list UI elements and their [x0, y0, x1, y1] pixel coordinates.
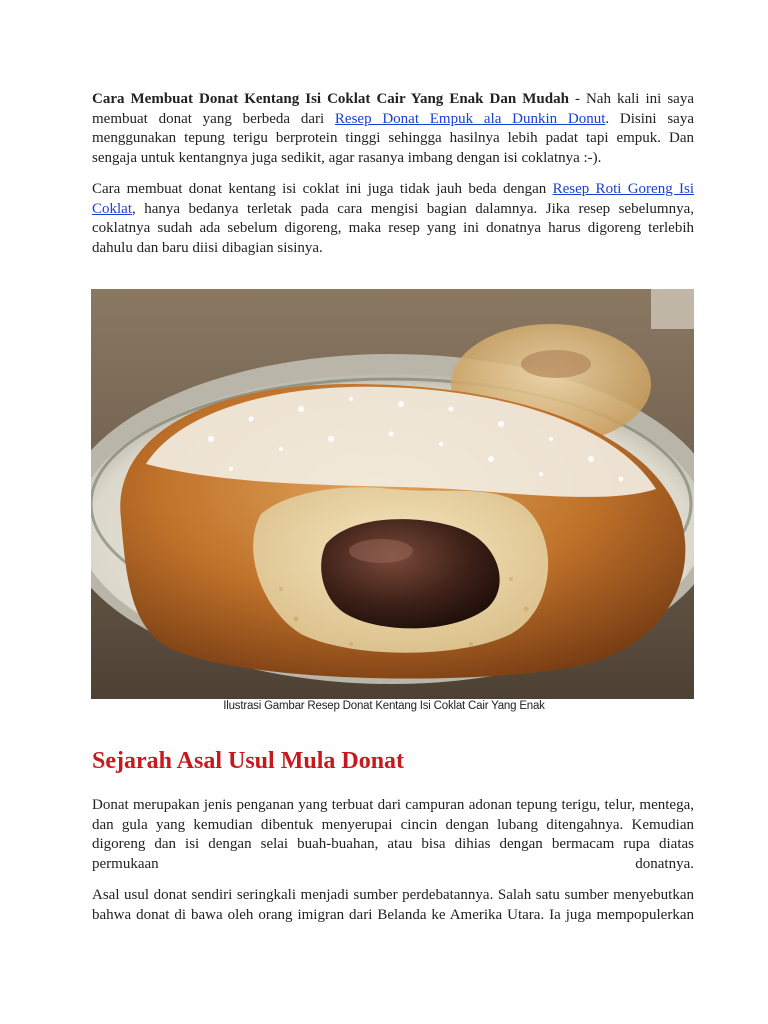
second-paragraph — [92, 180, 694, 258]
para2-text-a: Cara membuat donat kentang isi coklat ini juga tidak jauh beda dengan — [92, 181, 553, 197]
intro-text-b: . Disini saya menggunakan tepung terigu berprotein tinggi sehingga hasilnya lebih padat tapi empuk. Dan sengaja untuk kentangnya juga sedikit, agar rasanya imbang dengan isi coklatnya :-). — [92, 110, 694, 166]
figure-caption: Ilustrasi Gambar Resep Donat Kentang Isi Coklat Cair Yang Enak — [223, 700, 545, 712]
title-separator: - — [568, 91, 586, 107]
history-text-2: Asal usul donat sendiri seringkali menjadi sumber perdebatannya. Salah satu sumber menyebutkan bahwa donat di bawa oleh orang imigran dari Belanda ke Amerika Utara. Ia juga mempopulerkan — [92, 887, 694, 923]
history-text-1: Donat merupakan jenis penganan yang terbuat dari campuran adonan tepung terigu, telur, mentega, dan gula yang kemudian dibentuk menyerupai cincin dengan lubang ditengahnya. Kemudian digoreng dan isi dengan selai buah-buahan, atau bisa dihias dengan bermacam rupa diatas permukaan donatnya. — [92, 797, 694, 872]
history-paragraph-1 — [92, 796, 694, 874]
link-resep-donat-dunkin[interactable]: Resep Donat Empuk ala Dunkin Donut — [334, 110, 606, 127]
donut-photo — [91, 289, 694, 699]
intro-paragraph — [92, 90, 694, 168]
para2-text-b: , hanya bedanya terletak pada cara mengisi bagian dalamnya. Jika resep sebelumnya, coklatnya sudah ada sebelum digoreng, maka resep yang ini donatnya harus digoreng terlebih dahulu dan baru diisi dibagian sisinya. — [92, 200, 694, 256]
section-heading: Sejarah Asal Usul Mula Donat — [92, 748, 405, 774]
article-title-lead: Cara Membuat Donat Kentang Isi Coklat Cair Yang Enak Dan Mudah — [92, 91, 569, 107]
link-resep-roti-goreng[interactable]: Resep Roti Goreng Isi Coklat — [92, 181, 695, 217]
intro-text-a: Nah kali ini saya membuat donat yang berbeda dari — [92, 91, 694, 127]
history-paragraph-2 — [92, 886, 694, 925]
